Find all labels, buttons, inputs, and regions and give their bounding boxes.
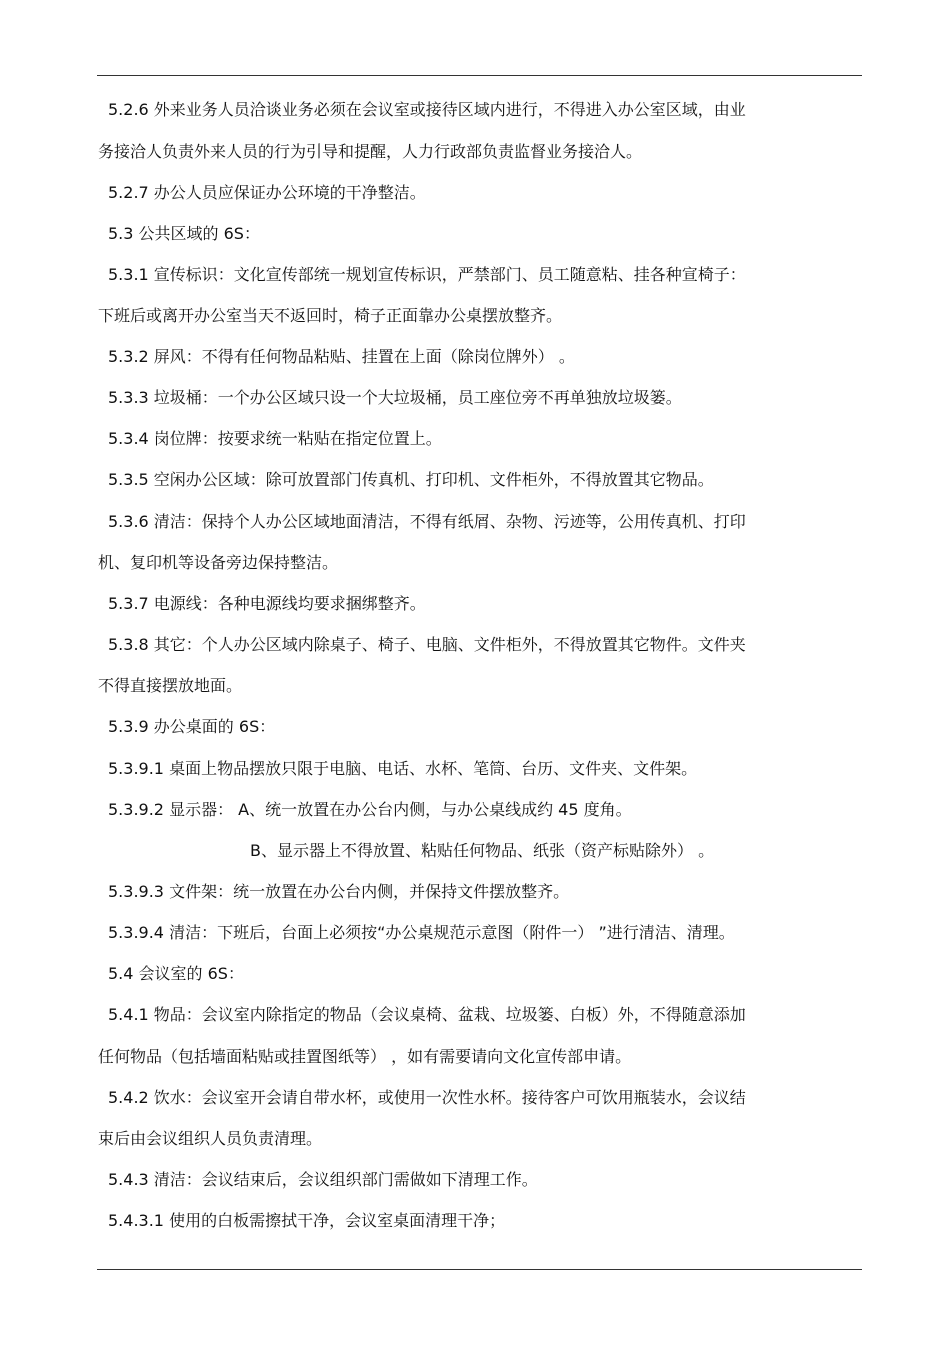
text-line: 5.3.9 办公桌面的 6S： (108, 717, 276, 736)
text-line: 机、复印机等设备旁边保持整洁。 (98, 553, 339, 572)
text-line: 5.3.6 清洁：保持个人办公区域地面清洁，不得有纸屑、杂物、污迹等，公用传真机、打印 (108, 512, 746, 531)
text-line: 5.4.1 物品：会议室内除指定的物品（会议桌椅、盆栽、垃圾篓、白板）外，不得随意添加 (108, 1005, 746, 1024)
text-line: 不得直接摆放地面。 (98, 676, 243, 695)
text-line: 5.3.7 电源线：各种电源线均要求捆绑整齐。 (108, 594, 426, 613)
text-line: 束后由会议组织人员负责清理。 (98, 1129, 323, 1148)
text-line: 5.4.3 清洁：会议结束后，会议组织部门需做如下清理工作。 (108, 1170, 538, 1189)
text-line: 5.3.3 垃圾桶：一个办公区域只设一个大垃圾桶，员工座位旁不再单独放垃圾篓。 (108, 388, 682, 407)
header-rule (97, 75, 862, 76)
text-line: 5.4.2 饮水：会议室开会请自带水杯，或使用一次性水杯。接待客户可饮用瓶装水，会议结 (108, 1088, 746, 1107)
text-line: 5.2.7 办公人员应保证办公环境的干净整洁。 (108, 183, 426, 202)
footer-rule (97, 1269, 862, 1270)
text-line: 5.4 会议室的 6S： (108, 964, 244, 983)
text-line: 任何物品（包括墙面粘贴或挂置图纸等） ，如有需要请向文化宣传部申请。 (98, 1047, 632, 1066)
text-line: B、显示器上不得放置、粘贴任何物品、纸张（资产标贴除外） 。 (250, 841, 715, 860)
text-line: 5.3.5 空闲办公区域：除可放置部门传真机、打印机、文件柜外，不得放置其它物品。 (108, 470, 714, 489)
text-line: 5.3.9.4 清洁：下班后，台面上必须按“办公桌规范示意图（附件一） ”进行清洁、清理。 (108, 923, 735, 942)
text-line: 5.3.9.2 显示器： A、统一放置在办公台内侧，与办公桌线成约 45 度角。 (108, 800, 632, 819)
text-line: 5.3 公共区域的 6S： (108, 224, 260, 243)
text-line: 5.2.6 外来业务人员洽谈业务必须在会议室或接待区域内进行，不得进入办公室区域，由业 (108, 100, 746, 119)
text-line: 5.3.8 其它：个人办公区域内除桌子、椅子、电脑、文件柜外，不得放置其它物件。文件夹 (108, 635, 746, 654)
text-line: 5.3.2 屏风：不得有任何物品粘贴、挂置在上面（除岗位牌外） 。 (108, 347, 575, 366)
text-line: 下班后或离开办公室当天不返回时，椅子正面靠办公桌摆放整齐。 (98, 306, 563, 325)
text-line: 5.3.9.3 文件架：统一放置在办公台内侧，并保持文件摆放整齐。 (108, 882, 570, 901)
text-line: 5.3.4 岗位牌：按要求统一粘贴在指定位置上。 (108, 429, 442, 448)
text-line: 务接洽人负责外来人员的行为引导和提醒，人力行政部负责监督业务接洽人。 (98, 142, 643, 161)
text-line: 5.3.9.1 桌面上物品摆放只限于电脑、电话、水杯、笔筒、台历、文件夹、文件架。 (108, 759, 698, 778)
text-line: 5.4.3.1 使用的白板需擦拭干净，会议室桌面清理干净； (108, 1211, 506, 1230)
text-line: 5.3.1 宣传标识：文化宣传部统一规划宣传标识，严禁部门、员工随意粘、挂各种宣椅子： (108, 265, 746, 284)
